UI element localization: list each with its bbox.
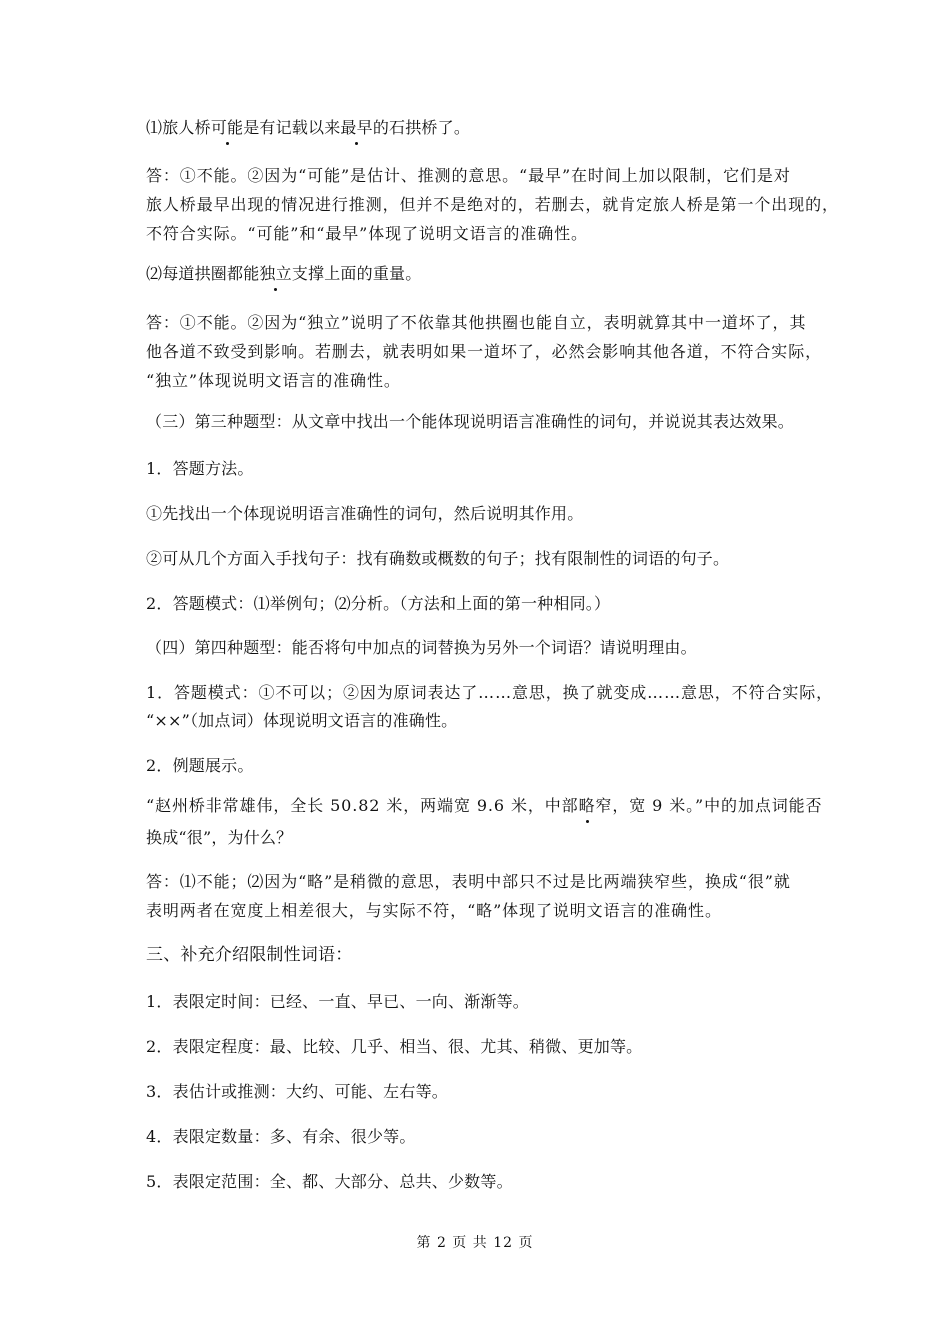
paragraph: 1．答题方法。 [146,459,254,478]
text-segment: 是有记载以来 [243,118,341,137]
section-heading: 三、补充介绍限制性词语： [146,945,353,965]
list-item: 5．表限定范围：全、都、大部分、总共、少数等。 [146,1172,513,1191]
answer-line: 答：①不能。②因为“可能”是估计、推测的意思。“最早”在时间上加以限制，它们是对 [146,166,791,185]
example-line: 换成“很”，为什么？ [146,828,293,847]
emphasized-word: 可能 [210,118,244,137]
text-segment: 窄，宽 9 米。”中的加点词能否 [595,796,823,815]
list-item: 1．表限定时间：已经、一直、早已、一向、渐渐等。 [146,992,529,1011]
answer-line: 不符合实际。“可能”和“最早”体现了说明文语言的准确性。 [146,224,588,243]
text-segment: 支撑上面的重量。 [291,264,422,283]
section-heading: （四）第四种题型：能否将句中加点的词替换为另外一个词语？请说明理由。 [146,638,697,657]
list-item: 4．表限定数量：多、有余、很少等。 [146,1127,416,1146]
answer-line: 答：⑴不能；⑵因为“略”是稍微的意思，表明中部只不过是比两端狭窄些，换成“很”就 [146,872,791,891]
answer-line: 旅人桥最早出现的情况进行推测，但并不是绝对的，若删去，就肯定旅人桥是第一个出现的， [146,195,839,214]
list-item: 2．表限定程度：最、比较、几乎、相当、很、尤其、稍微、更加等。 [146,1037,643,1056]
answer-line: 答：①不能。②因为“独立”说明了不依靠其他拱圈也能自立，表明就算其中一道坏了，其 [146,313,807,332]
emphasized-word: 最早 [340,118,373,137]
example-line [146,795,950,817]
paragraph: 1．答题模式：①不可以；②因为原词表达了……意思，换了就变成……意思，不符合实际， [146,683,834,702]
text-segment: ⑵每道拱圈都能 [146,264,260,283]
paragraph: ①先找出一个体现说明语言准确性的词句，然后说明其作用。 [146,504,584,523]
question-1 [146,117,950,139]
answer-line: 他各道不致受到影响。若删去，就表明如果一道坏了，必然会影响其他各道，不符合实际， [146,342,823,361]
emphasized-word: 独立 [259,264,292,283]
paragraph: “××”（加点词）体现说明文语言的准确性。 [146,711,458,730]
section-heading: （三）第三种题型：从文章中找出一个能体现说明语言准确性的词句，并说说其表达效果。 [146,412,795,431]
page-footer: 第 2 页 共 12 页 [416,1235,534,1251]
text-segment: “赵州桥非常雄伟，全长 50.82 米，两端宽 9.6 米，中部 [146,796,579,815]
answer-line: “独立”体现说明文语言的准确性。 [146,371,401,390]
paragraph: 2．例题展示。 [146,756,254,775]
paragraph: ②可从几个方面入手找句子：找有确数或概数的句子；找有限制性的词语的句子。 [146,549,730,568]
question-2 [146,263,950,285]
text-segment: ⑴旅人桥 [146,118,211,137]
paragraph: 2．答题模式：⑴举例句；⑵分析。（方法和上面的第一种相同。） [146,594,611,613]
emphasized-word: 略 [578,796,596,815]
list-item: 3．表估计或推测：大约、可能、左右等。 [146,1082,448,1101]
answer-line: 表明两者在宽度上相差很大，与实际不符，“略”体现了说明文语言的准确性。 [146,901,722,920]
text-segment: 的石拱桥了。 [372,118,471,137]
